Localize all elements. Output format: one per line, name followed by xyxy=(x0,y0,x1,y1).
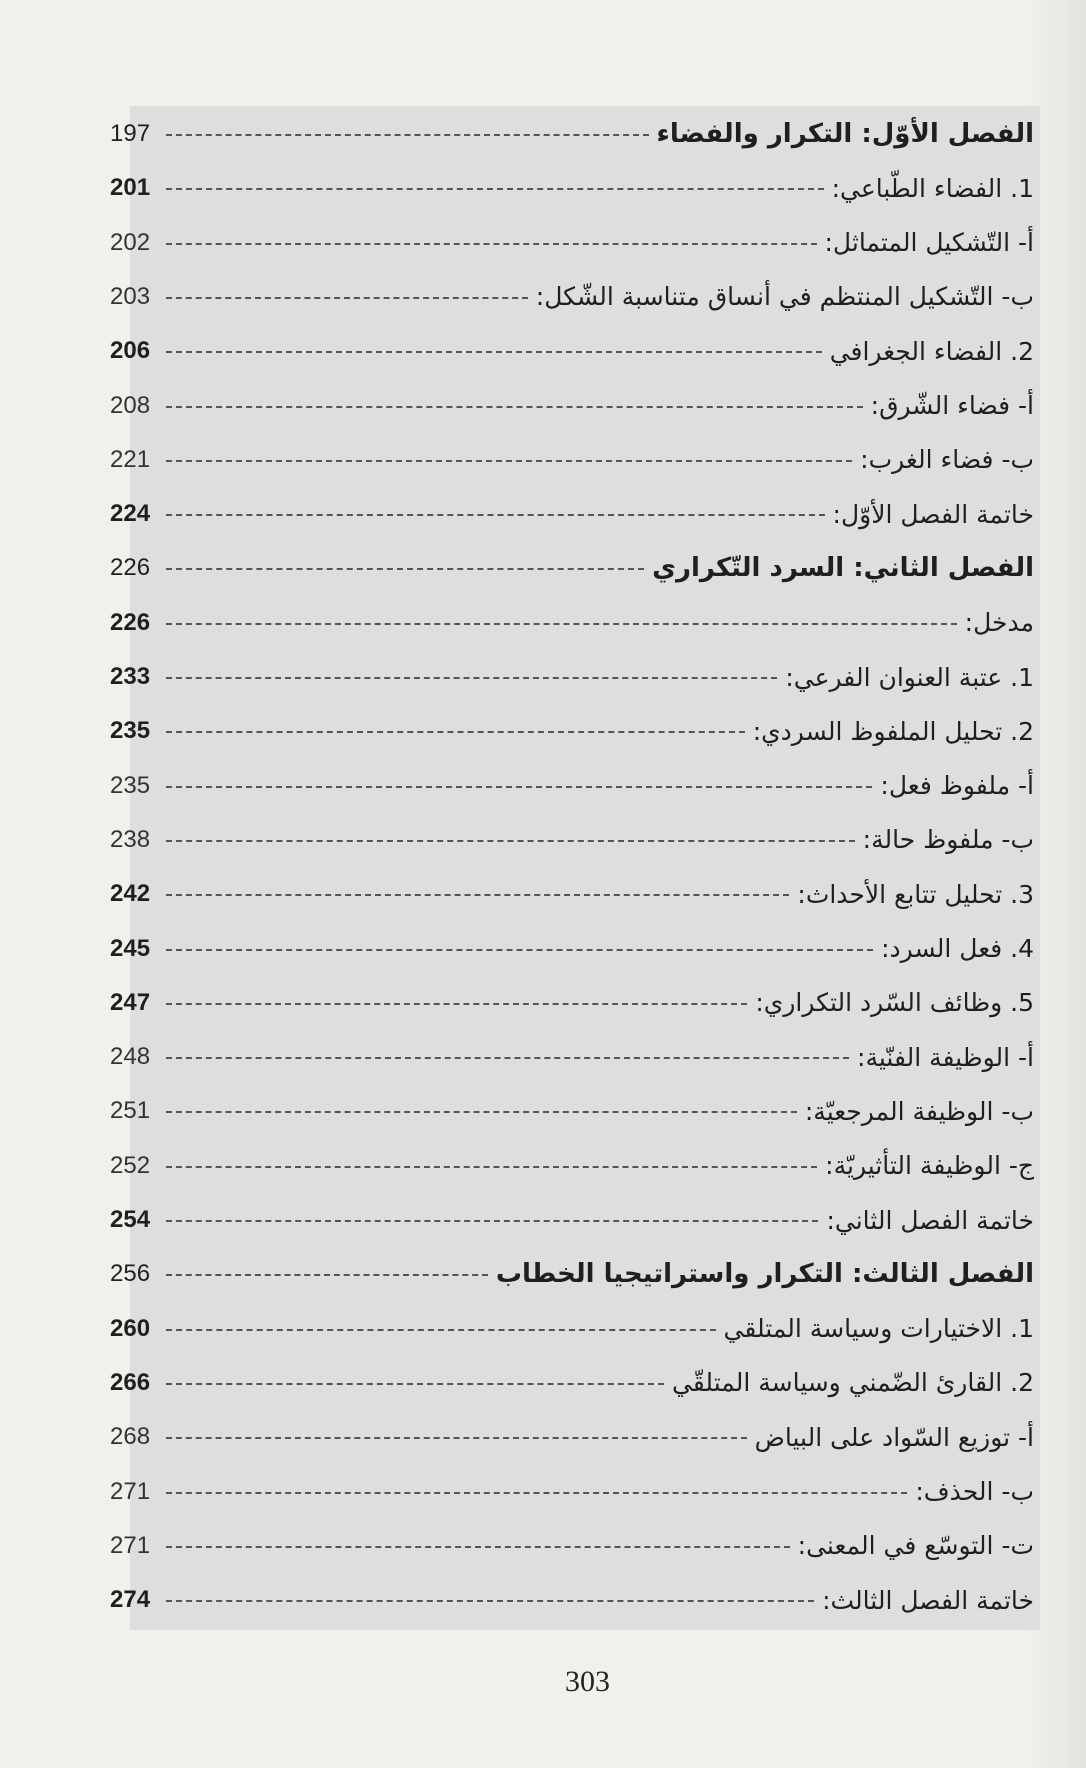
toc-entry xyxy=(110,221,1034,265)
toc-entry xyxy=(110,764,1034,808)
toc-entry-page: 208 xyxy=(110,391,151,419)
toc-entry-title: أ- فضاء الشّرق: xyxy=(870,391,1034,420)
toc-leader-dashes xyxy=(166,514,825,516)
toc-leader-dashes xyxy=(166,1166,817,1168)
toc-entry xyxy=(110,1252,1034,1296)
toc-leader-dashes xyxy=(166,406,863,408)
toc-entry-page: 271 xyxy=(110,1477,151,1505)
toc-entry-title: الفصل الثاني: السرد التّكراري xyxy=(652,553,1034,584)
toc-leader-dashes xyxy=(166,1437,747,1439)
toc-entry xyxy=(110,329,1034,373)
toc-entry-title: أ- ملفوظ فعل: xyxy=(880,771,1034,801)
toc-entry xyxy=(110,546,1034,590)
toc-leader-dashes xyxy=(166,1329,716,1331)
toc-leader-dashes xyxy=(166,1111,797,1113)
toc-entry-page: 260 xyxy=(110,1314,151,1342)
toc-entry-title: الفصل الثالث: التكرار واستراتيجيا الخطاب xyxy=(495,1259,1034,1290)
toc-entry-title: مدخل: xyxy=(964,608,1034,638)
toc-entry-title: أ- التّشكيل المتماثل: xyxy=(824,228,1034,258)
page-number: 303 xyxy=(565,1665,610,1698)
toc-entry-title: 3. تحليل تتابع الأحداث: xyxy=(797,879,1034,909)
toc-leader-dashes xyxy=(166,786,872,788)
toc-entry xyxy=(110,601,1034,645)
toc-leader-dashes xyxy=(166,1220,818,1222)
toc-leader-dashes xyxy=(166,243,817,245)
toc-entry-page: 245 xyxy=(110,934,151,962)
toc-entry-page: 197 xyxy=(110,120,151,147)
toc-entry-page: 266 xyxy=(110,1368,151,1396)
toc-entry xyxy=(110,927,1034,971)
toc-entry-page: 268 xyxy=(110,1423,151,1451)
toc-entry-page: 235 xyxy=(110,771,151,799)
toc-entry xyxy=(110,1144,1034,1188)
toc-leader-dashes xyxy=(166,677,777,679)
toc-leader-dashes xyxy=(166,840,855,842)
toc-entry-title: 2. تحليل الملفوظ السردي: xyxy=(752,716,1034,746)
toc-entry-page: 256 xyxy=(110,1260,151,1288)
toc-entry-title: ب- ملفوظ حالة: xyxy=(862,825,1034,855)
toc-leader-dashes xyxy=(166,297,528,299)
toc-leader-dashes xyxy=(166,188,824,190)
toc-entry xyxy=(110,384,1034,428)
toc-entry-page: 247 xyxy=(110,988,151,1016)
toc-entry-title: الفصل الأوّل: التكرار والفضاء xyxy=(656,119,1034,149)
toc-entry-title: ت- التوسّع في المعنى: xyxy=(797,1531,1034,1561)
toc-leader-dashes xyxy=(166,1057,849,1059)
toc-entry xyxy=(110,1089,1034,1133)
toc-entry-title: خاتمة الفصل الثالث: xyxy=(822,1585,1034,1615)
toc-entry xyxy=(110,438,1034,482)
toc-leader-dashes xyxy=(166,623,957,625)
toc-entry-page: 251 xyxy=(110,1097,151,1125)
toc-entry xyxy=(110,166,1034,210)
toc-entry xyxy=(110,1361,1034,1405)
toc-leader-dashes xyxy=(166,460,852,462)
toc-entry xyxy=(110,275,1034,319)
toc-entry-title: 4. فعل السرد: xyxy=(881,934,1034,963)
toc-entry xyxy=(110,872,1034,916)
toc-entry-page: 226 xyxy=(110,608,151,636)
toc-entry xyxy=(110,1578,1034,1622)
toc-entry-title: ج- الوظيفة التأثيريّة: xyxy=(825,1151,1034,1181)
toc-entry-title: خاتمة الفصل الأوّل: xyxy=(832,499,1034,529)
toc-leader-dashes xyxy=(166,1546,790,1548)
toc-entry-title: 2. القارئ الضّمني وسياسة المتلقّي xyxy=(671,1368,1034,1398)
toc-entry xyxy=(110,818,1034,862)
toc-leader-dashes xyxy=(166,568,644,570)
toc-entry-page: 206 xyxy=(110,337,151,365)
toc-entry xyxy=(110,1198,1034,1242)
toc-entry-title: 1. عتبة العنوان الفرعي: xyxy=(785,662,1034,692)
toc-leader-dashes xyxy=(166,134,649,136)
toc-entry-page: 274 xyxy=(110,1586,151,1614)
toc-entry-page: 252 xyxy=(110,1151,151,1179)
toc-leader-dashes xyxy=(166,731,745,733)
toc-entry-page: 202 xyxy=(110,228,151,256)
toc-entry-title: ب- الحذف: xyxy=(915,1477,1034,1506)
toc-entry-title: 1. الاختيارات وسياسة المتلقي xyxy=(723,1314,1034,1344)
toc-entry-page: 221 xyxy=(110,445,151,473)
toc-leader-dashes xyxy=(166,1600,814,1602)
toc-entry-title: ب- فضاء الغرب: xyxy=(860,445,1034,475)
toc-entry xyxy=(110,1470,1034,1514)
toc-leader-dashes xyxy=(166,894,789,896)
toc-entry-title: 1. الفضاء الطّباعي: xyxy=(831,173,1034,203)
toc-entry-page: 203 xyxy=(110,282,151,310)
toc-entry-page: 248 xyxy=(110,1043,151,1071)
toc-entry-page: 224 xyxy=(110,500,151,528)
toc-entry-title: خاتمة الفصل الثاني: xyxy=(826,1205,1034,1235)
toc-entry xyxy=(110,1524,1034,1568)
toc-entry-title: ب- التّشكيل المنتظم في أنساق متناسبة الشّكل: xyxy=(535,282,1034,312)
toc-entry-page: 233 xyxy=(110,663,151,690)
toc-entry xyxy=(110,112,1034,156)
toc-entry xyxy=(110,1415,1034,1459)
toc-entry-title: 5. وظائف السّرد التكراري: xyxy=(755,988,1034,1018)
toc-entry-page: 242 xyxy=(110,880,151,908)
toc-entry-title: 2. الفضاء الجغرافي xyxy=(829,336,1034,366)
toc-entry-page: 254 xyxy=(110,1206,151,1233)
toc-entry xyxy=(110,492,1034,536)
toc-entry xyxy=(110,709,1034,753)
toc-leader-dashes xyxy=(166,949,873,951)
toc-entry-page: 235 xyxy=(110,717,151,745)
toc-leader-dashes xyxy=(166,1274,488,1276)
toc-entry-page: 238 xyxy=(110,825,151,853)
toc-entry xyxy=(110,981,1034,1025)
toc-leader-dashes xyxy=(166,351,822,353)
toc-leader-dashes xyxy=(166,1492,907,1494)
toc-entry-title: أ- توزيع السّواد على البياض xyxy=(754,1422,1034,1452)
toc-entry xyxy=(110,655,1034,699)
toc-entry-page: 271 xyxy=(110,1531,151,1559)
toc-leader-dashes xyxy=(166,1383,664,1385)
toc-entry-page: 201 xyxy=(110,174,151,202)
toc-entry-page: 226 xyxy=(110,554,151,582)
toc-entry xyxy=(110,1307,1034,1351)
toc-entry xyxy=(110,1035,1034,1079)
toc-entry-title: أ- الوظيفة الفنّية: xyxy=(857,1042,1034,1072)
toc-leader-dashes xyxy=(166,1003,747,1005)
toc-entry-title: ب- الوظيفة المرجعيّة: xyxy=(804,1096,1034,1126)
